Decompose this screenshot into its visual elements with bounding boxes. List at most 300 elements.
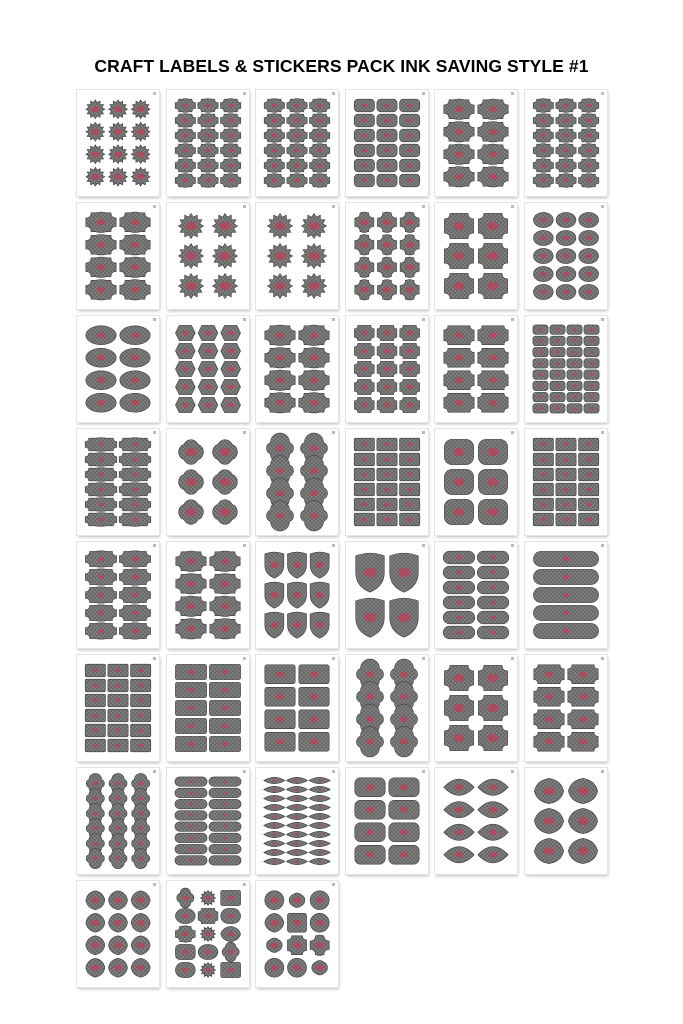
rose-accent-icon <box>98 629 105 634</box>
rose-accent-icon <box>586 164 592 168</box>
label-sheet-thumbnail[interactable] <box>77 429 159 535</box>
rose-accent-icon <box>205 134 211 138</box>
rose-accent-icon <box>318 779 321 781</box>
rose-accent-icon <box>563 473 569 477</box>
rose-accent-icon <box>205 104 211 108</box>
rose-accent-icon <box>182 385 189 390</box>
label-sheet-thumbnail[interactable] <box>525 203 607 309</box>
rose-accent-icon <box>189 859 193 862</box>
rose-accent-icon <box>221 603 229 609</box>
label-sheet-preview <box>256 90 338 196</box>
rose-accent-icon <box>182 403 189 408</box>
rose-accent-icon <box>114 151 122 157</box>
rose-accent-icon <box>183 104 189 108</box>
rose-accent-icon <box>579 694 587 700</box>
rose-accent-icon <box>138 842 144 846</box>
label-sheet-thumbnail[interactable] <box>77 881 159 987</box>
rose-accent-icon <box>91 151 99 157</box>
rose-accent-icon <box>294 119 300 123</box>
rose-accent-icon <box>276 513 284 519</box>
rose-accent-icon <box>318 824 321 826</box>
rose-accent-icon <box>454 704 465 712</box>
rose-accent-icon <box>489 332 497 338</box>
rose-accent-icon <box>115 842 121 846</box>
rose-accent-icon <box>585 218 592 223</box>
rose-accent-icon <box>555 362 559 365</box>
rose-accent-icon <box>398 613 411 622</box>
rose-accent-icon <box>273 806 276 808</box>
rose-accent-icon <box>406 219 414 225</box>
rose-accent-icon <box>563 236 570 241</box>
rose-accent-icon <box>318 788 321 790</box>
rose-accent-icon <box>91 920 99 926</box>
rose-accent-icon <box>221 581 229 587</box>
rose-accent-icon <box>540 254 547 259</box>
rose-accent-icon <box>131 332 139 338</box>
label-sheet-thumbnail[interactable] <box>346 203 428 309</box>
label-sheet-thumbnail[interactable] <box>77 768 159 874</box>
rose-accent-icon <box>361 331 368 336</box>
rose-accent-icon <box>488 674 499 682</box>
rose-accent-icon <box>138 782 144 786</box>
rose-accent-icon <box>183 179 189 183</box>
page-corner-mark <box>332 883 335 886</box>
rose-accent-icon <box>540 236 547 241</box>
page-corner-mark <box>243 205 246 208</box>
rose-accent-icon <box>406 242 414 248</box>
rose-accent-icon <box>538 373 542 376</box>
rose-accent-icon <box>563 443 569 447</box>
rose-accent-icon <box>400 671 408 677</box>
label-sheet-thumbnail[interactable] <box>346 542 428 648</box>
label-sheet-thumbnail[interactable] <box>346 316 428 422</box>
rose-accent-icon <box>563 488 569 492</box>
rose-accent-icon <box>541 149 547 153</box>
rose-accent-icon <box>97 400 105 406</box>
page-corner-mark <box>243 318 246 321</box>
rose-accent-icon <box>456 571 462 575</box>
rose-accent-icon <box>362 149 368 153</box>
rose-accent-icon <box>545 694 553 700</box>
rose-accent-icon <box>366 716 374 722</box>
rose-accent-icon <box>220 252 231 260</box>
label-sheet-thumbnail[interactable] <box>167 316 249 422</box>
rose-accent-icon <box>97 332 105 338</box>
label-sheet-thumbnail[interactable] <box>167 881 249 987</box>
page-corner-mark <box>601 770 604 773</box>
rose-accent-icon <box>137 106 145 112</box>
rose-accent-icon <box>318 797 321 799</box>
rose-accent-icon <box>98 611 105 616</box>
rose-accent-icon <box>293 920 301 926</box>
rose-accent-icon <box>223 780 227 783</box>
rose-accent-icon <box>205 331 212 336</box>
rose-accent-icon <box>317 179 323 183</box>
rose-accent-icon <box>362 134 368 138</box>
rose-accent-icon <box>223 791 227 794</box>
label-sheet-thumbnail[interactable] <box>525 542 607 648</box>
label-sheet-thumbnail[interactable] <box>346 429 428 535</box>
rose-accent-icon <box>384 349 391 354</box>
rose-accent-icon <box>227 403 234 408</box>
rose-accent-icon <box>563 119 569 123</box>
rose-accent-icon <box>138 729 144 733</box>
rose-accent-icon <box>98 443 104 447</box>
rose-accent-icon <box>182 968 189 973</box>
rose-accent-icon <box>138 699 144 703</box>
label-sheet-thumbnail[interactable] <box>256 768 338 874</box>
rose-accent-icon <box>585 272 592 277</box>
rose-accent-icon <box>186 252 197 260</box>
page-corner-mark <box>153 657 156 660</box>
rose-accent-icon <box>115 812 121 816</box>
rose-accent-icon <box>407 179 413 183</box>
label-sheet-thumbnail[interactable] <box>167 768 249 874</box>
rose-accent-icon <box>275 252 286 260</box>
rose-accent-icon <box>407 458 413 462</box>
rose-accent-icon <box>93 714 99 718</box>
rose-accent-icon <box>91 942 99 948</box>
label-sheet-thumbnail[interactable] <box>435 203 517 309</box>
rose-accent-icon <box>572 362 576 365</box>
rose-accent-icon <box>579 671 587 677</box>
rose-accent-icon <box>310 716 318 722</box>
rose-accent-icon <box>272 164 278 168</box>
rose-accent-icon <box>456 601 462 605</box>
rose-accent-icon <box>318 842 321 844</box>
label-sheet-preview <box>435 316 517 422</box>
label-sheet-thumbnail[interactable] <box>77 203 159 309</box>
rose-accent-icon <box>455 377 463 383</box>
label-sheet-thumbnail[interactable] <box>525 768 607 874</box>
label-sheet-thumbnail[interactable] <box>77 316 159 422</box>
rose-accent-icon <box>489 151 497 157</box>
rose-accent-icon <box>406 403 413 408</box>
label-sheet-thumbnail[interactable] <box>256 542 338 648</box>
rose-accent-icon <box>317 134 323 138</box>
rose-accent-icon <box>228 104 234 108</box>
rose-accent-icon <box>545 671 553 677</box>
rose-accent-icon <box>541 473 547 477</box>
rose-accent-icon <box>98 575 105 580</box>
label-sheet-thumbnail[interactable] <box>346 655 428 761</box>
rose-accent-icon <box>407 119 413 123</box>
page-corner-mark <box>243 431 246 434</box>
rose-accent-icon <box>455 852 463 858</box>
rose-accent-icon <box>456 556 462 560</box>
rose-accent-icon <box>189 825 193 828</box>
rose-accent-icon <box>455 829 463 835</box>
rose-accent-icon <box>114 965 122 971</box>
rose-accent-icon <box>541 518 547 522</box>
page-corner-mark <box>601 657 604 660</box>
label-sheet-preview <box>167 429 249 535</box>
rose-accent-icon <box>400 716 408 722</box>
page-corner-mark <box>422 431 425 434</box>
rose-accent-icon <box>220 282 231 290</box>
label-sheet-thumbnail[interactable] <box>525 316 607 422</box>
rose-accent-icon <box>310 445 318 451</box>
rose-accent-icon <box>360 287 368 293</box>
rose-accent-icon <box>383 264 391 270</box>
page-corner-mark <box>422 205 425 208</box>
rose-accent-icon <box>137 174 145 180</box>
rose-accent-icon <box>228 119 234 123</box>
rose-accent-icon <box>586 473 592 477</box>
rose-accent-icon <box>270 965 278 971</box>
rose-accent-icon <box>586 104 592 108</box>
rose-accent-icon <box>540 218 547 223</box>
label-sheet-preview <box>77 316 159 422</box>
rose-accent-icon <box>454 734 465 742</box>
rose-accent-icon <box>563 218 570 223</box>
rose-accent-icon <box>295 806 298 808</box>
rose-accent-icon <box>586 119 592 123</box>
rose-accent-icon <box>540 272 547 277</box>
rose-accent-icon <box>544 817 555 825</box>
label-sheet-thumbnail[interactable] <box>77 90 159 196</box>
page-corner-mark <box>243 657 246 660</box>
rose-accent-icon <box>272 119 278 123</box>
label-sheet-thumbnail[interactable] <box>435 655 517 761</box>
rose-accent-icon <box>93 782 99 786</box>
rose-accent-icon <box>572 384 576 387</box>
rose-accent-icon <box>406 367 413 372</box>
rose-accent-icon <box>454 222 465 230</box>
rose-accent-icon <box>138 714 144 718</box>
label-sheet-thumbnail[interactable] <box>167 90 249 196</box>
rose-accent-icon <box>205 968 212 973</box>
label-sheet-preview <box>435 203 517 309</box>
rose-accent-icon <box>220 478 231 486</box>
rose-accent-icon <box>93 812 99 816</box>
label-sheet-thumbnail[interactable] <box>167 203 249 309</box>
rose-accent-icon <box>490 616 496 620</box>
rose-accent-icon <box>488 704 499 712</box>
rose-accent-icon <box>189 836 193 839</box>
rose-accent-icon <box>276 671 284 677</box>
rose-accent-icon <box>114 897 122 903</box>
rose-accent-icon <box>294 104 300 108</box>
rose-accent-icon <box>131 242 139 248</box>
label-sheet-thumbnail[interactable] <box>346 90 428 196</box>
rose-accent-icon <box>220 508 231 516</box>
label-sheet-thumbnail[interactable] <box>525 90 607 196</box>
rose-accent-icon <box>563 503 569 507</box>
page-corner-mark <box>332 318 335 321</box>
label-sheet-thumbnail[interactable] <box>256 881 338 987</box>
rose-accent-icon <box>563 290 570 295</box>
rose-accent-icon <box>407 488 413 492</box>
rose-accent-icon <box>273 779 276 781</box>
rose-accent-icon <box>293 592 301 598</box>
rose-accent-icon <box>572 328 576 331</box>
rose-accent-icon <box>364 613 377 622</box>
label-sheet-thumbnail[interactable] <box>256 203 338 309</box>
label-sheet-thumbnail[interactable] <box>525 429 607 535</box>
label-sheet-preview <box>167 881 249 987</box>
rose-accent-icon <box>455 106 463 112</box>
rose-accent-icon <box>541 503 547 507</box>
label-sheet-thumbnail[interactable] <box>256 90 338 196</box>
rose-accent-icon <box>222 688 229 693</box>
rose-accent-icon <box>91 174 99 180</box>
rose-accent-icon <box>316 920 324 926</box>
label-sheet-preview <box>435 90 517 196</box>
rose-accent-icon <box>93 827 99 831</box>
rose-accent-icon <box>295 860 298 862</box>
rose-accent-icon <box>310 400 318 406</box>
label-sheet-thumbnail[interactable] <box>256 429 338 535</box>
rose-accent-icon <box>563 164 569 168</box>
rose-accent-icon <box>310 513 318 519</box>
rose-accent-icon <box>540 290 547 295</box>
rose-accent-icon <box>490 631 496 635</box>
rose-accent-icon <box>563 557 570 562</box>
label-sheet-preview <box>167 203 249 309</box>
label-sheet-preview <box>346 429 428 535</box>
rose-accent-icon <box>205 932 212 937</box>
rose-accent-icon <box>555 328 559 331</box>
rose-accent-icon <box>310 739 318 745</box>
label-sheet-thumbnail[interactable] <box>77 655 159 761</box>
rose-accent-icon <box>541 458 547 462</box>
rose-accent-icon <box>205 149 211 153</box>
rose-accent-icon <box>131 400 139 406</box>
rose-accent-icon <box>220 448 231 456</box>
label-sheet-thumbnail[interactable] <box>525 655 607 761</box>
rose-accent-icon <box>563 149 569 153</box>
rose-accent-icon <box>366 739 374 745</box>
page-corner-mark <box>332 770 335 773</box>
label-sheet-thumbnail[interactable] <box>167 542 249 648</box>
label-sheet-preview <box>525 542 607 648</box>
rose-accent-icon <box>316 897 324 903</box>
page-corner-mark <box>243 92 246 95</box>
rose-accent-icon <box>541 104 547 108</box>
rose-accent-icon <box>227 896 234 901</box>
rose-accent-icon <box>563 611 570 616</box>
rose-accent-icon <box>138 797 144 801</box>
rose-accent-icon <box>317 119 323 123</box>
rose-accent-icon <box>384 367 391 372</box>
rose-accent-icon <box>186 222 197 230</box>
rose-accent-icon <box>589 328 593 331</box>
label-sheet-preview <box>167 316 249 422</box>
page-corner-mark <box>422 544 425 547</box>
rose-accent-icon <box>384 473 390 477</box>
rose-accent-icon <box>362 488 368 492</box>
rose-accent-icon <box>318 833 321 835</box>
rose-accent-icon <box>138 744 144 748</box>
rose-accent-icon <box>137 129 145 135</box>
label-sheet-preview <box>346 655 428 761</box>
label-sheet-thumbnail[interactable] <box>435 542 517 648</box>
label-sheet-thumbnail[interactable] <box>435 90 517 196</box>
label-sheet-preview <box>167 768 249 874</box>
label-sheet-thumbnail[interactable] <box>167 429 249 535</box>
rose-accent-icon <box>276 355 284 361</box>
page-corner-mark <box>601 92 604 95</box>
rose-accent-icon <box>189 803 193 806</box>
rose-accent-icon <box>187 581 195 587</box>
rose-accent-icon <box>98 473 104 477</box>
rose-accent-icon <box>362 164 368 168</box>
label-sheet-thumbnail[interactable] <box>435 429 517 535</box>
rose-accent-icon <box>188 724 195 729</box>
rose-accent-icon <box>186 478 197 486</box>
label-sheet-thumbnail[interactable] <box>77 542 159 648</box>
page-corner-mark <box>422 657 425 660</box>
page-corner-mark <box>422 92 425 95</box>
rose-accent-icon <box>187 626 195 632</box>
rose-accent-icon <box>366 807 374 813</box>
label-sheet-preview <box>256 429 338 535</box>
page-corner-mark <box>601 318 604 321</box>
rose-accent-icon <box>272 134 278 138</box>
label-sheet-thumbnail[interactable] <box>435 768 517 874</box>
rose-accent-icon <box>488 282 499 290</box>
rose-accent-icon <box>295 824 298 826</box>
label-sheet-thumbnail[interactable] <box>435 316 517 422</box>
rose-accent-icon <box>454 282 465 290</box>
rose-accent-icon <box>93 729 99 733</box>
rose-accent-icon <box>586 149 592 153</box>
rose-accent-icon <box>563 575 570 580</box>
rose-accent-icon <box>294 179 300 183</box>
rose-accent-icon <box>91 106 99 112</box>
label-sheet-thumbnail[interactable] <box>256 655 338 761</box>
rose-accent-icon <box>97 264 105 270</box>
label-sheet-thumbnail[interactable] <box>346 768 428 874</box>
rose-accent-icon <box>132 473 138 477</box>
label-sheet-preview <box>256 203 338 309</box>
rose-accent-icon <box>270 920 278 926</box>
rose-accent-icon <box>384 443 390 447</box>
label-sheet-preview <box>77 90 159 196</box>
rose-accent-icon <box>186 448 197 456</box>
rose-accent-icon <box>361 403 368 408</box>
rose-accent-icon <box>489 377 497 383</box>
rose-accent-icon <box>361 385 368 390</box>
label-sheet-preview <box>77 203 159 309</box>
rose-accent-icon <box>563 134 569 138</box>
label-sheet-preview <box>77 429 159 535</box>
label-sheet-thumbnail[interactable] <box>256 316 338 422</box>
rose-accent-icon <box>272 104 278 108</box>
rose-accent-icon <box>228 164 234 168</box>
page-corner-mark <box>511 205 514 208</box>
rose-accent-icon <box>275 282 286 290</box>
rose-accent-icon <box>294 149 300 153</box>
rose-accent-icon <box>205 179 211 183</box>
rose-accent-icon <box>227 385 234 390</box>
label-sheet-thumbnail[interactable] <box>167 655 249 761</box>
rose-accent-icon <box>227 367 234 372</box>
rose-accent-icon <box>205 164 211 168</box>
rose-accent-icon <box>295 779 298 781</box>
rose-accent-icon <box>205 349 212 354</box>
rose-accent-icon <box>572 407 576 410</box>
rose-accent-icon <box>295 797 298 799</box>
page-corner-mark <box>511 431 514 434</box>
rose-accent-icon <box>488 478 499 486</box>
page-corner-mark <box>601 205 604 208</box>
rose-accent-icon <box>188 670 195 675</box>
rose-accent-icon <box>316 942 324 948</box>
rose-accent-icon <box>131 287 139 293</box>
rose-accent-icon <box>455 807 463 813</box>
